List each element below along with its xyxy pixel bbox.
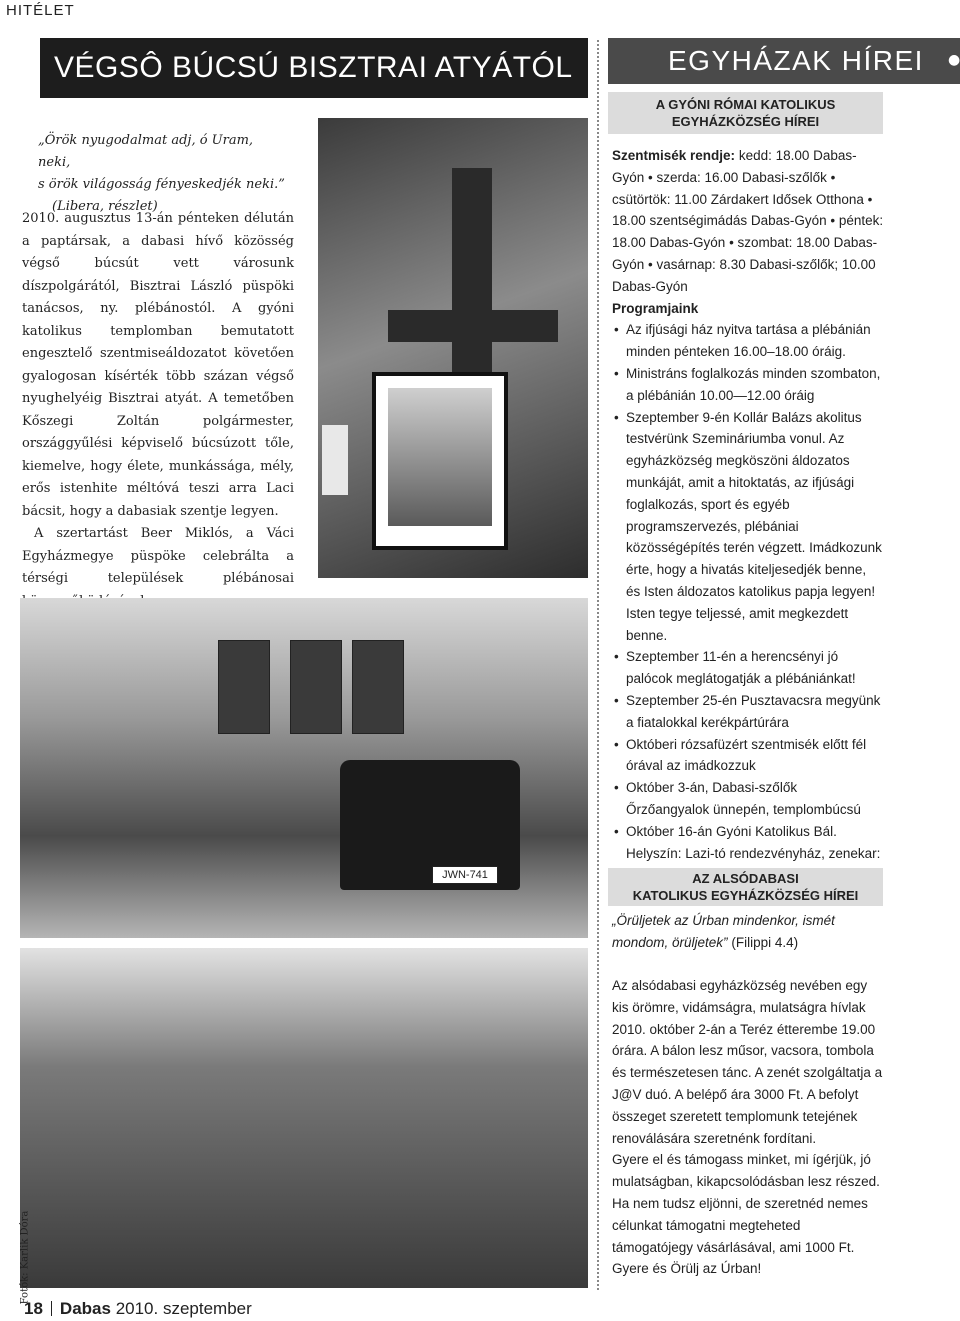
program-item: • Szeptember 25-én Pusztavacsra megyünk a fiatalokkal kerékpártúrára [612, 690, 884, 734]
article-title: VÉGSÔ BÚCSÚ BISZTRAI ATYÁTÓL [40, 38, 588, 98]
program-item: • Október 3-án, Dabasi-szőlők Őrzőangyalok ünnepén, templombúcsú [612, 777, 884, 821]
mass-schedule-label: Szentmisék rendje: [612, 148, 736, 163]
cross-bar-shape [388, 310, 558, 342]
alsodabas-paragraph-1: Az alsódabasi egyházközség nevében egy kis örömre, vidámságra, mulatságra hívlak 2010. október 2-án a Teréz étterembe 19.00 órára. A bálon lesz műsor, vacsora, tombola és természetesen tánc. A zenét szolgáltatja a J@V duó. A belépő ára 3000 Ft. A befolyt összeget szeretett templomunk tetejének renoválására szeretnénk fordítani. [612, 978, 883, 1146]
alsodabas-paragraph-3: Gyere és Örülj az Úrban! [612, 1261, 762, 1277]
flag-shape [290, 640, 342, 734]
program-item: • Szeptember 9-én Kollár Balázs akolitus testvérünk Szemináriumba vonul. Az egyházközség megköszöni áldozatos munkáját, amit a hitoktatás, az ifjúsági foglalkozás, sport és egyéb programszervezés, plébániai közösségépítés terén végzett. Imádkozunk érte, hogy a hivatás kiteljesedjék benne, és Isten áldozatos katolikus papja legyen! Isten tegye teljessé, amit megkezdett benne. [612, 407, 884, 647]
mass-schedule-text: kedd: 18.00 Dabas-Gyón • szerda: 16.00 Dabasi-szőlők • csütörtök: 11.00 Zárdakert Idősek Otthona • 18.00 szentségimádás Dabas-Gyón • péntek: 18.00 Dabas-Gyón • szombat: 18.00 Dabas-Gyón • vasárnap: 8.30 Dabasi-szőlők; 10.00 Dabas-Gyón [612, 148, 884, 294]
alsodabas-quote [612, 910, 884, 954]
portrait-frame [372, 372, 508, 550]
alsodabas-news [612, 910, 884, 954]
article-paragraph-1: 2010. augusztus 13-án pénteken délután a paptársak, a dabasi hívő közösség végső búcsút vett városunk díszpolgárától, Bisztrai László püspöki tanácsos, ny. plébánostól. A gyóni katolikus templomban bemutatott engesztelő szentmiseáldozatot követően gyalogosan kísérték több százan végső nyughelyéig Bisztrai atyát. A temetőben Kőszegi Zoltán polgármester, országgyűlési képviselő búcsúzott tőle, kiemelve, hogy élete, munkássága, mély, erős istenhite méltóvá teszi arra Laci bácsit, hogy a dabasiak szentje legyen. [22, 211, 294, 519]
programs-label: Programjaink [612, 300, 699, 316]
article-quote [38, 130, 288, 218]
issue-date: 2010. szeptember [115, 1299, 252, 1318]
programs-list [612, 319, 884, 886]
flag-shape [352, 640, 404, 734]
magazine-name: Dabas [59, 1299, 111, 1318]
alsodabas-heading-line-1: AZ ALSÓDABASI [692, 871, 799, 886]
program-item: • Az ifjúsági ház nyitva tartása a plébánián minden pénteken 16.00–18.00 óráig. [612, 319, 884, 363]
quote-line-2: s örök világosság fényeskedjék neki.” [38, 177, 285, 192]
page-footer [24, 1299, 252, 1319]
alsodabas-body [612, 975, 884, 1280]
article-paragraph-2: A szertartást Beer Miklós, a Váci Egyházmegye püspöke celebrálta a térségi települések plébánosai [22, 526, 294, 586]
page-number: 18 [24, 1299, 43, 1318]
gyon-heading-line-2: EGYHÁZKÖZSÉG HÍREI [671, 114, 820, 129]
program-item: • Szeptember 11-én a herencsényi jó palócok meglátogatják a plébániánkat! [612, 646, 884, 690]
header-bullet-icon: ● [948, 52, 960, 68]
gyon-heading-line-1: A GYÓNI RÓMAI KATOLIKUS [655, 97, 836, 112]
footer-separator [51, 1301, 52, 1316]
section-label: HITÉLET [6, 2, 75, 19]
flag-shape [218, 640, 270, 734]
mass-schedule [612, 145, 884, 298]
column-divider [597, 40, 599, 1290]
column-header: EGYHÁZAK HÍREI [608, 38, 960, 84]
alsodabas-quote-text: „Örüljetek az Úrban mindenkor, ismét mondom, örüljetek” [612, 913, 835, 950]
alsodabas-quote-ref: (Filippi 4.4) [731, 934, 799, 950]
crowd-photo [20, 948, 588, 1288]
alsodabas-paragraph-2: Gyere el és támogass minket, mi ígérjük, jó mulatságban, kikapcsolódásban lesz részed. Ha nem tudsz eljönni, de szeretnéd nemes célunkat támogatni megteheted támogatójegy vásárlásával, ami 1000 Ft. [612, 1152, 880, 1255]
article-body [22, 208, 294, 636]
cross-shape [452, 168, 492, 388]
program-item: • Októberi rózsafüzért szentmisék előtt fél órával az imádkozzuk [612, 734, 884, 778]
license-plate: JWN-741 [432, 866, 498, 884]
gyon-heading [608, 92, 883, 134]
alsodabas-heading-line-2: KATOLIKUS EGYHÁZKÖZSÉG HÍREI [632, 888, 859, 903]
gyon-news [612, 145, 884, 886]
program-item: • Ministráns foglalkozás minden szombaton, a plébánián 10.00—12.00 óráig [612, 363, 884, 407]
candle-shape [322, 425, 348, 495]
alsodabas-heading [608, 868, 883, 906]
portrait-image [388, 388, 492, 526]
photo-credit [2, 1210, 31, 1305]
quote-line-1: „Örök nyugodalmat adj, ó Uram, neki, [38, 133, 254, 170]
photo-credit-text: Fotók: Karlik Dóra [19, 1210, 31, 1305]
program-item: • Október 16-án Gyóni Katolikus Bál. Helyszín: Lazi-tó rendezvényház, zenekar: [612, 821, 884, 886]
quote-source: (Libera, részlet) [52, 199, 158, 214]
